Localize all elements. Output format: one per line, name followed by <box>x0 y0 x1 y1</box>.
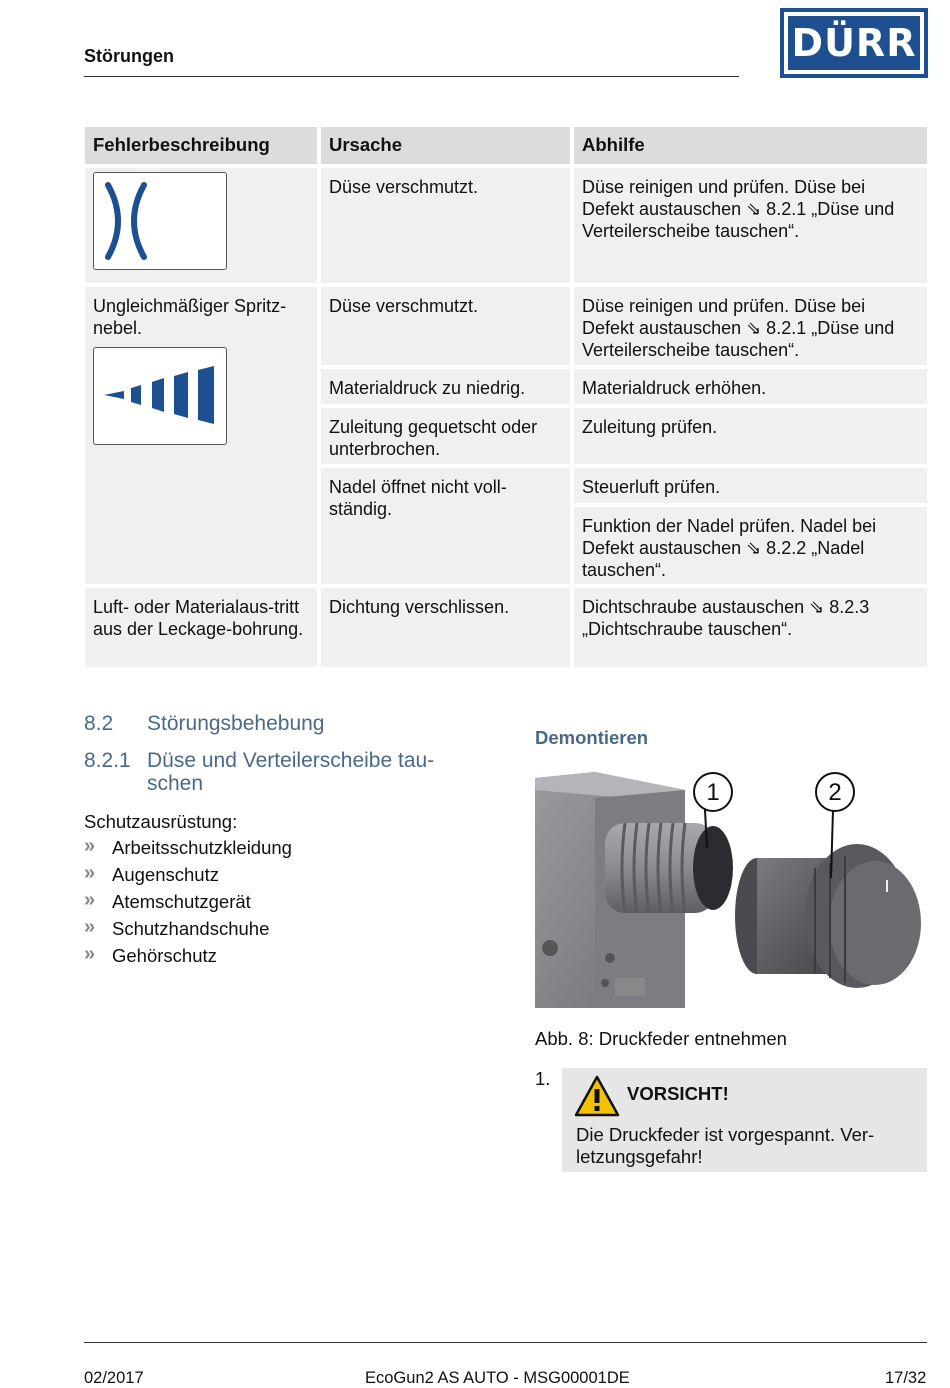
section-number: 8.2.1 <box>84 749 131 772</box>
figure-nozzle-assembly <box>535 768 927 1008</box>
column-header-fehler: Fehlerbeschreibung <box>85 127 317 164</box>
table-cell-ursache: Dichtung verschlissen. <box>321 588 570 667</box>
table-cell-ursache: Düse verschmutzt. <box>321 287 570 365</box>
section-title: Störungsbehebung <box>147 712 325 735</box>
callout-2: 2 <box>828 779 842 806</box>
section-title-line1: Düse und Verteilerscheibe tau- <box>147 749 435 772</box>
section-number: 8.2 <box>84 712 114 735</box>
column-header-ursache: Ursache <box>321 127 570 164</box>
bullet-chevron-icon: » <box>84 943 96 965</box>
table-cell-abhilfe: Funktion der Nadel prüfen. Nadel bei Defekt austauschen ⇘ 8.2.2 „Nadel tauschen“. <box>574 507 927 584</box>
table-cell-fehler-row2 <box>85 287 317 584</box>
footer-date: 02/2017 <box>84 1369 144 1387</box>
logo-text: DÜRR <box>791 21 917 65</box>
footer-divider <box>84 1342 927 1343</box>
step-number: 1. <box>535 1068 551 1089</box>
table-cell-abhilfe: Dichtschraube austauschen ⇘ 8.2.3 „Dichtschraube tauschen“. <box>574 588 927 667</box>
figure-caption: Abb. 8: Druckfeder entnehmen <box>535 1028 787 1049</box>
bullet-chevron-icon: » <box>84 862 96 884</box>
warning-title: VORSICHT! <box>627 1083 729 1104</box>
protective-equipment-label: Schutzausrüstung: <box>84 811 238 832</box>
warning-text: Die Druckfeder ist vorgespannt. Ver-letzungsgefahr! <box>576 1124 875 1167</box>
page-title: Störungen <box>84 46 174 66</box>
table-cell-abhilfe: Zuleitung prüfen. <box>574 408 927 464</box>
table-cell-abhilfe: Düse reinigen und prüfen. Düse bei Defekt austauschen ⇘ 8.2.1 „Düse und Verteilerscheibe tauschen“. <box>574 168 927 283</box>
table-cell-fehler-row1 <box>85 168 317 283</box>
bullet-chevron-icon: » <box>84 835 96 857</box>
subheading-demontieren: Demontieren <box>535 727 649 748</box>
table-cell-fehler-row3: Luft- oder Materialaus-tritt aus der Leckage-bohrung. <box>85 588 317 667</box>
duerr-logo <box>780 8 928 78</box>
footer-document-id: EcoGun2 AS AUTO - MSG00001DE <box>365 1369 630 1387</box>
section-title-line2: schen <box>147 772 204 795</box>
table-cell-ursache: Materialdruck zu niedrig. <box>321 369 570 404</box>
warning-triangle-icon <box>574 1075 620 1117</box>
table-cell-ursache: Nadel öffnet nicht voll-ständig. <box>321 468 570 584</box>
fehler-text: Ungleichmäßiger Spritz-nebel. <box>93 296 287 338</box>
table-cell-ursache: Zuleitung gequetscht oder unterbrochen. <box>321 408 570 464</box>
spray-pattern-uneven-icon <box>93 347 227 445</box>
table-cell-abhilfe: Steuerluft prüfen. <box>574 468 927 503</box>
column-header-abhilfe: Abhilfe <box>574 127 927 164</box>
footer-page-number: 17/32 <box>885 1369 927 1387</box>
nozzle-illustration <box>535 768 927 1008</box>
bullet-chevron-icon: » <box>84 916 96 938</box>
spray-pattern-split-icon <box>93 172 227 270</box>
bullet-chevron-icon: » <box>84 889 96 911</box>
table-cell-abhilfe: Düse reinigen und prüfen. Düse bei Defekt austauschen ⇘ 8.2.1 „Düse und Verteilerscheibe tauschen“. <box>574 287 927 365</box>
warning-box <box>562 1068 927 1172</box>
callout-1: 1 <box>706 779 720 806</box>
header-divider <box>84 76 739 77</box>
table-cell-ursache: Düse verschmutzt. <box>321 168 570 283</box>
table-cell-abhilfe: Materialdruck erhöhen. <box>574 369 927 404</box>
